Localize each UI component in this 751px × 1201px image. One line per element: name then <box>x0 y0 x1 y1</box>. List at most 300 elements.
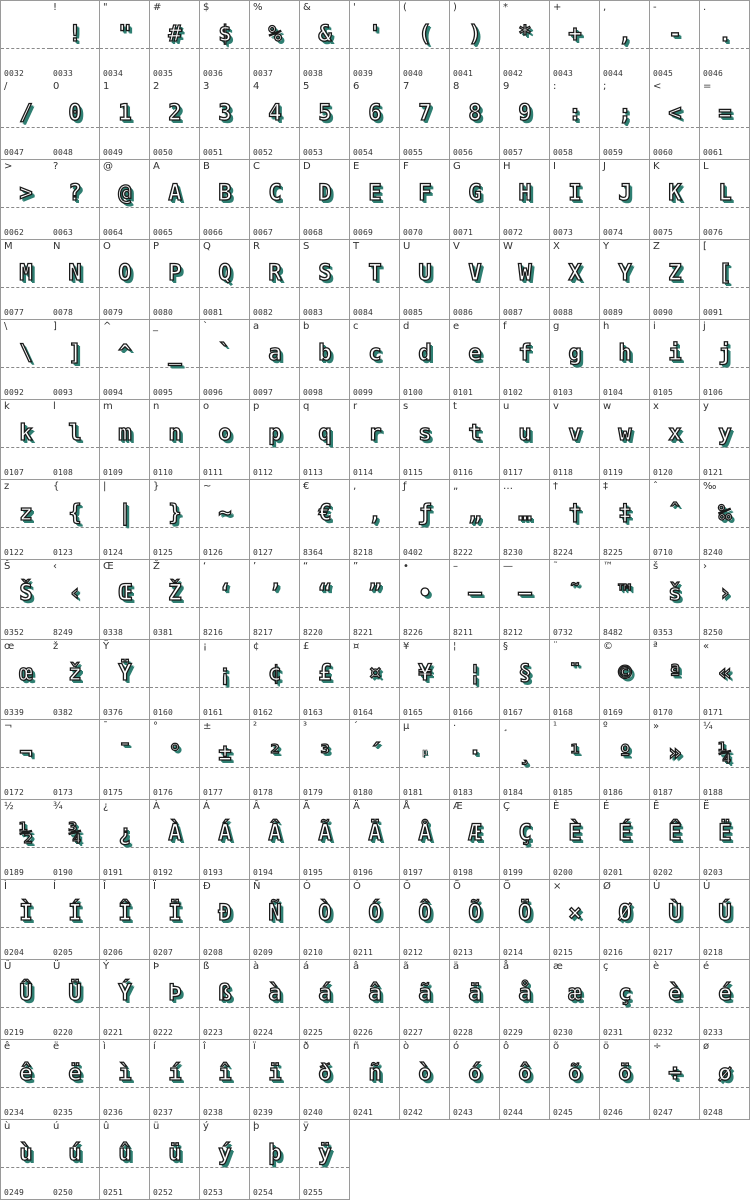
glyph-preview: Y <box>618 261 631 286</box>
glyph-cell <box>0 800 51 880</box>
char-label: Q <box>203 241 211 252</box>
char-label: 8 <box>453 81 460 92</box>
code-label: 0172 <box>4 788 25 797</box>
glyph-preview: ¦ <box>468 661 481 686</box>
glyph-cell <box>100 800 150 880</box>
char-label: ‰ <box>703 481 717 492</box>
code-label: 0045 <box>653 69 674 78</box>
glyph-cell <box>250 1120 300 1200</box>
glyph-cell <box>350 320 400 400</box>
glyph-preview: ¹ <box>568 741 581 766</box>
code-label: 0088 <box>553 308 574 317</box>
glyph-cell <box>100 160 150 240</box>
glyph-preview: € <box>318 501 331 526</box>
char-label: | <box>103 481 107 492</box>
char-label: ð <box>303 1041 310 1052</box>
char-label: ã <box>403 961 410 972</box>
code-label: 0066 <box>203 228 224 237</box>
char-label: h <box>603 321 610 332</box>
code-label: 0090 <box>653 308 674 317</box>
glyph-cell <box>150 320 200 400</box>
char-label: ¤ <box>353 641 360 652</box>
glyph-preview: x <box>668 421 681 446</box>
glyph-preview: o <box>218 421 231 446</box>
code-label: 0060 <box>653 148 674 157</box>
glyph-preview: z <box>19 501 32 526</box>
glyph-preview: ‹ <box>68 581 81 606</box>
glyph-cell <box>150 480 200 560</box>
glyph-preview: Ò <box>318 901 331 926</box>
glyph-preview: Ã <box>318 821 331 846</box>
glyph-cell <box>400 240 450 320</box>
code-label: 0033 <box>53 69 74 78</box>
glyph-cell <box>500 160 550 240</box>
glyph-preview: A <box>168 181 181 206</box>
glyph-cell <box>550 720 600 800</box>
char-label: g <box>553 321 560 332</box>
char-label: Ÿ <box>103 641 110 652</box>
char-label: 3 <box>203 81 210 92</box>
glyph-preview: ‡ <box>618 501 631 526</box>
code-label: 0126 <box>203 548 224 557</box>
char-label: Ç <box>503 801 510 812</box>
code-label: 0073 <box>553 228 574 237</box>
glyph-cell <box>0 160 51 240</box>
code-label: 0171 <box>703 708 724 717</box>
char-label: É <box>603 801 610 812</box>
glyph-preview: ñ <box>368 1061 381 1086</box>
glyph-cell <box>400 80 450 160</box>
code-label: 0103 <box>553 388 574 397</box>
glyph-preview: ò <box>418 1061 431 1086</box>
char-label: Ž <box>153 561 160 572</box>
char-label: Ï <box>153 881 156 892</box>
code-label: 0059 <box>603 148 624 157</box>
code-label: 0052 <box>253 148 274 157</box>
char-label: µ <box>403 721 410 732</box>
code-label: 0224 <box>253 1028 274 1037</box>
glyph-cell <box>100 480 150 560</box>
code-label: 0241 <box>353 1108 374 1117</box>
code-label: 0221 <box>103 1028 124 1037</box>
code-label: 0189 <box>4 868 25 877</box>
char-label: # <box>153 2 162 13</box>
glyph-preview: u <box>518 421 531 446</box>
code-label: 0201 <box>603 868 624 877</box>
glyph-preview: ¿ <box>118 821 131 846</box>
char-label: Ê <box>653 801 660 812</box>
code-label: 0034 <box>103 69 124 78</box>
char-label: P <box>153 241 160 252</box>
glyph-preview: Ä <box>368 821 381 846</box>
code-label: 0070 <box>403 228 424 237</box>
glyph-preview: R <box>268 261 281 286</box>
char-label: £ <box>303 641 310 652</box>
char-label: 6 <box>353 81 360 92</box>
glyph-preview: 7 <box>418 101 431 126</box>
glyph-cell <box>650 720 700 800</box>
code-label: 0202 <box>653 868 674 877</box>
glyph-cell <box>100 960 150 1040</box>
code-label: 0039 <box>353 69 374 78</box>
glyph-preview: w <box>618 421 631 446</box>
glyph-cell <box>200 400 250 480</box>
glyph-cell <box>600 1040 650 1120</box>
char-label: ’ <box>253 561 257 572</box>
glyph-cell <box>0 560 51 640</box>
code-label: 0069 <box>353 228 374 237</box>
code-label: 0218 <box>703 948 724 957</box>
code-label: 8364 <box>303 548 324 557</box>
glyph-cell <box>250 880 300 960</box>
glyph-cell <box>300 240 350 320</box>
code-label: 0229 <box>503 1028 524 1037</box>
code-label: 0121 <box>703 468 724 477</box>
glyph-preview: K <box>668 181 681 206</box>
glyph-preview: O <box>118 261 131 286</box>
code-label: 0225 <box>303 1028 324 1037</box>
glyph-preview: G <box>468 181 481 206</box>
char-label: > <box>4 161 13 172</box>
glyph-cell <box>500 880 550 960</box>
char-label: M <box>4 241 13 252</box>
glyph-preview: C <box>268 181 281 206</box>
glyph-preview: • <box>418 581 431 606</box>
glyph-cell <box>50 1120 100 1200</box>
glyph-preview: ¥ <box>418 661 431 686</box>
glyph-cell <box>400 400 450 480</box>
code-label: 0063 <box>53 228 74 237</box>
code-label: 0042 <box>503 69 524 78</box>
glyph-cell <box>600 400 650 480</box>
glyph-cell <box>650 800 700 880</box>
code-label: 0095 <box>153 388 174 397</box>
char-label: ô <box>503 1041 510 1052</box>
glyph-cell <box>300 400 350 480</box>
code-label: 0250 <box>53 1188 74 1197</box>
code-label: 0219 <box>4 1028 25 1037</box>
glyph-preview: ° <box>168 741 181 766</box>
char-label: - <box>653 2 657 13</box>
char-label: â <box>353 961 360 972</box>
glyph-preview: ž <box>68 661 81 686</box>
glyph-preview <box>50 736 99 776</box>
glyph-preview: ` <box>218 341 231 366</box>
glyph-cell <box>200 560 250 640</box>
code-label: 0176 <box>153 788 174 797</box>
glyph-cell <box>200 720 250 800</box>
char-label: 9 <box>503 81 510 92</box>
glyph-preview: $ <box>218 22 231 47</box>
code-label: 0061 <box>703 148 724 157</box>
glyph-cell <box>0 720 51 800</box>
glyph-preview: c <box>368 341 381 366</box>
char-label: n <box>153 401 160 412</box>
glyph-cell <box>50 320 100 400</box>
glyph-cell <box>450 480 500 560</box>
code-label: 8225 <box>603 548 624 557</box>
glyph-preview: § <box>518 661 531 686</box>
char-label: Ý <box>103 961 110 972</box>
glyph-cell <box>100 80 150 160</box>
glyph-cell <box>600 480 650 560</box>
glyph-cell <box>600 320 650 400</box>
glyph-cell <box>450 880 500 960</box>
char-label: ‹ <box>53 561 57 572</box>
glyph-cell <box>650 400 700 480</box>
char-label: ï <box>253 1041 256 1052</box>
code-label: 0108 <box>53 468 74 477</box>
code-label: 0106 <box>703 388 724 397</box>
char-label: } <box>153 481 160 492</box>
code-label: 0093 <box>53 388 74 397</box>
glyph-preview: \ <box>19 341 32 366</box>
glyph-preview: º <box>618 741 631 766</box>
code-label: 0102 <box>503 388 524 397</box>
char-label: % <box>253 2 263 13</box>
code-label: 0228 <box>453 1028 474 1037</box>
glyph-preview: Ù <box>668 901 681 926</box>
code-label: 0175 <box>103 788 124 797</box>
code-label: 0215 <box>553 948 574 957</box>
glyph-cell <box>300 640 350 720</box>
glyph-preview: å <box>518 981 531 1006</box>
glyph-preview: Á <box>218 821 231 846</box>
glyph-cell <box>700 80 750 160</box>
char-label: v <box>553 401 559 412</box>
char-label: à <box>253 961 260 972</box>
code-label: 8212 <box>503 628 524 637</box>
code-label: 0037 <box>253 69 274 78</box>
glyph-preview: - <box>668 22 681 47</box>
glyph-preview: Ó <box>368 901 381 926</box>
char-label: å <box>503 961 510 972</box>
glyph-cell <box>300 800 350 880</box>
char-label: À <box>153 801 160 812</box>
code-label: 0071 <box>453 228 474 237</box>
char-label: O <box>103 241 111 252</box>
glyph-preview: D <box>318 181 331 206</box>
glyph-cell <box>500 640 550 720</box>
char-label: = <box>703 81 712 92</box>
glyph-cell <box>250 160 300 240</box>
char-label: \ <box>4 321 8 332</box>
char-label: ¯ <box>103 721 108 732</box>
code-label: 0087 <box>503 308 524 317</box>
code-label: 0197 <box>403 868 424 877</box>
code-label: 0122 <box>4 548 25 557</box>
glyph-preview: ¢ <box>268 661 281 686</box>
char-label: ™ <box>603 561 613 572</box>
code-label: 8218 <box>353 548 374 557</box>
glyph-preview: a <box>268 341 281 366</box>
glyph-preview: ‘ <box>218 581 231 606</box>
code-label: 0046 <box>703 69 724 78</box>
glyph-preview: v <box>568 421 581 446</box>
glyph-preview: ; <box>618 101 631 126</box>
code-label: 0109 <box>103 468 124 477</box>
code-label: 0179 <box>303 788 324 797</box>
char-label: ª <box>653 641 658 652</box>
code-label: 0097 <box>253 388 274 397</box>
code-label: 0048 <box>53 148 74 157</box>
glyph-cell <box>50 160 100 240</box>
glyph-cell <box>650 560 700 640</box>
char-label: J <box>603 161 606 172</box>
glyph-preview: V <box>468 261 481 286</box>
glyph-cell <box>500 240 550 320</box>
char-label: E <box>353 161 360 172</box>
glyph-cell <box>100 720 150 800</box>
glyph-cell <box>50 800 100 880</box>
code-label: 0178 <box>253 788 274 797</box>
char-label: ] <box>53 321 57 332</box>
glyph-cell <box>200 80 250 160</box>
glyph-preview: ¡ <box>218 661 231 686</box>
glyph-cell <box>450 960 500 1040</box>
glyph-cell <box>50 80 100 160</box>
glyph-cell <box>450 640 500 720</box>
code-label: 0223 <box>203 1028 224 1037</box>
glyph-cell <box>500 1040 550 1120</box>
glyph-cell <box>150 80 200 160</box>
glyph-preview: ‰ <box>718 501 731 526</box>
glyph-cell <box>300 320 350 400</box>
code-label: 0077 <box>4 308 25 317</box>
code-label: 0062 <box>4 228 25 237</box>
glyph-preview: È <box>568 821 581 846</box>
char-label: X <box>553 241 560 252</box>
code-label: 0212 <box>403 948 424 957</box>
glyph-cell <box>650 80 700 160</box>
glyph-cell <box>250 240 300 320</box>
glyph-cell <box>100 880 150 960</box>
code-label: 0204 <box>4 948 25 957</box>
char-label: Æ <box>453 801 463 812</box>
code-label: 0104 <box>603 388 624 397</box>
char-label: ú <box>53 1121 60 1132</box>
char-label: Š <box>4 561 11 572</box>
glyph-preview: l <box>68 421 81 446</box>
glyph-cell <box>500 560 550 640</box>
glyph-preview: b <box>318 341 331 366</box>
code-label: 0067 <box>253 228 274 237</box>
glyph-preview: g <box>568 341 581 366</box>
glyph-preview: / <box>19 101 32 126</box>
code-label: 0235 <box>53 1108 74 1117</box>
glyph-preview: + <box>568 22 581 47</box>
glyph-preview: * <box>518 22 531 47</box>
char-label: ³ <box>303 721 308 732</box>
glyph-cell <box>200 1120 250 1200</box>
code-label: 0183 <box>453 788 474 797</box>
code-label: 0112 <box>253 468 274 477</box>
code-label: 0091 <box>703 308 724 317</box>
glyph-cell <box>450 0 500 81</box>
char-label: 7 <box>403 81 410 92</box>
code-label: 0053 <box>303 148 324 157</box>
char-label: È <box>553 801 560 812</box>
glyph-cell <box>300 480 350 560</box>
glyph-cell <box>100 0 150 81</box>
glyph-preview: É <box>618 821 631 846</box>
glyph-cell <box>50 960 100 1040</box>
glyph-cell <box>400 560 450 640</box>
glyph-preview: ð <box>318 1061 331 1086</box>
glyph-cell <box>250 400 300 480</box>
glyph-preview: ‚ <box>368 501 381 526</box>
glyph-cell <box>350 880 400 960</box>
char-label: Õ <box>453 881 461 892</box>
glyph-preview: û <box>118 1141 131 1166</box>
glyph-preview: » <box>668 741 681 766</box>
glyph-cell <box>0 1120 51 1200</box>
char-label: Œ <box>103 561 114 572</box>
char-label: ~ <box>203 481 212 492</box>
glyph-cell <box>350 160 400 240</box>
code-label: 0167 <box>503 708 524 717</box>
char-label: … <box>503 481 513 492</box>
glyph-cell <box>0 80 51 160</box>
glyph-cell <box>450 400 500 480</box>
code-label: 0043 <box>553 69 574 78</box>
glyph-cell <box>350 400 400 480</box>
glyph-cell <box>300 560 350 640</box>
code-label: 8220 <box>303 628 324 637</box>
code-label: 0233 <box>703 1028 724 1037</box>
code-label: 0382 <box>53 708 74 717</box>
glyph-preview: Ø <box>618 901 631 926</box>
glyph-cell <box>500 80 550 160</box>
glyph-cell <box>650 1040 700 1120</box>
char-label: ž <box>53 641 59 652</box>
code-label: 0227 <box>403 1028 424 1037</box>
glyph-preview: â <box>368 981 381 1006</box>
glyph-cell <box>550 560 600 640</box>
glyph-cell <box>700 1040 750 1120</box>
char-label: – <box>453 561 458 572</box>
glyph-preview: Ç <box>518 821 531 846</box>
glyph-preview: è <box>668 981 681 1006</box>
glyph-preview: Z <box>668 261 681 286</box>
glyph-preview: ì <box>118 1061 131 1086</box>
glyph-preview: H <box>518 181 531 206</box>
glyph-cell <box>200 800 250 880</box>
code-label: 0082 <box>253 308 274 317</box>
glyph-cell <box>400 640 450 720</box>
glyph-preview: T <box>368 261 381 286</box>
char-label: Û <box>4 961 12 972</box>
code-label: 8216 <box>203 628 224 637</box>
glyph-preview: Ô <box>418 901 431 926</box>
code-label: 0080 <box>153 308 174 317</box>
glyph-preview: ¼ <box>718 741 731 766</box>
glyph-preview: , <box>618 22 631 47</box>
code-label: 0180 <box>353 788 374 797</box>
glyph-preview: ø <box>718 1061 731 1086</box>
glyph-cell <box>250 1040 300 1120</box>
code-label: 0036 <box>203 69 224 78</box>
char-label: Ú <box>703 881 711 892</box>
glyph-preview: U <box>418 261 431 286</box>
glyph-preview: Š <box>19 581 32 606</box>
glyph-cell <box>100 1120 150 1200</box>
glyph-cell <box>250 80 300 160</box>
glyph-preview: { <box>68 501 81 526</box>
glyph-preview: 2 <box>168 101 181 126</box>
code-label: 8250 <box>703 628 724 637</box>
code-label: 0210 <box>303 948 324 957</box>
